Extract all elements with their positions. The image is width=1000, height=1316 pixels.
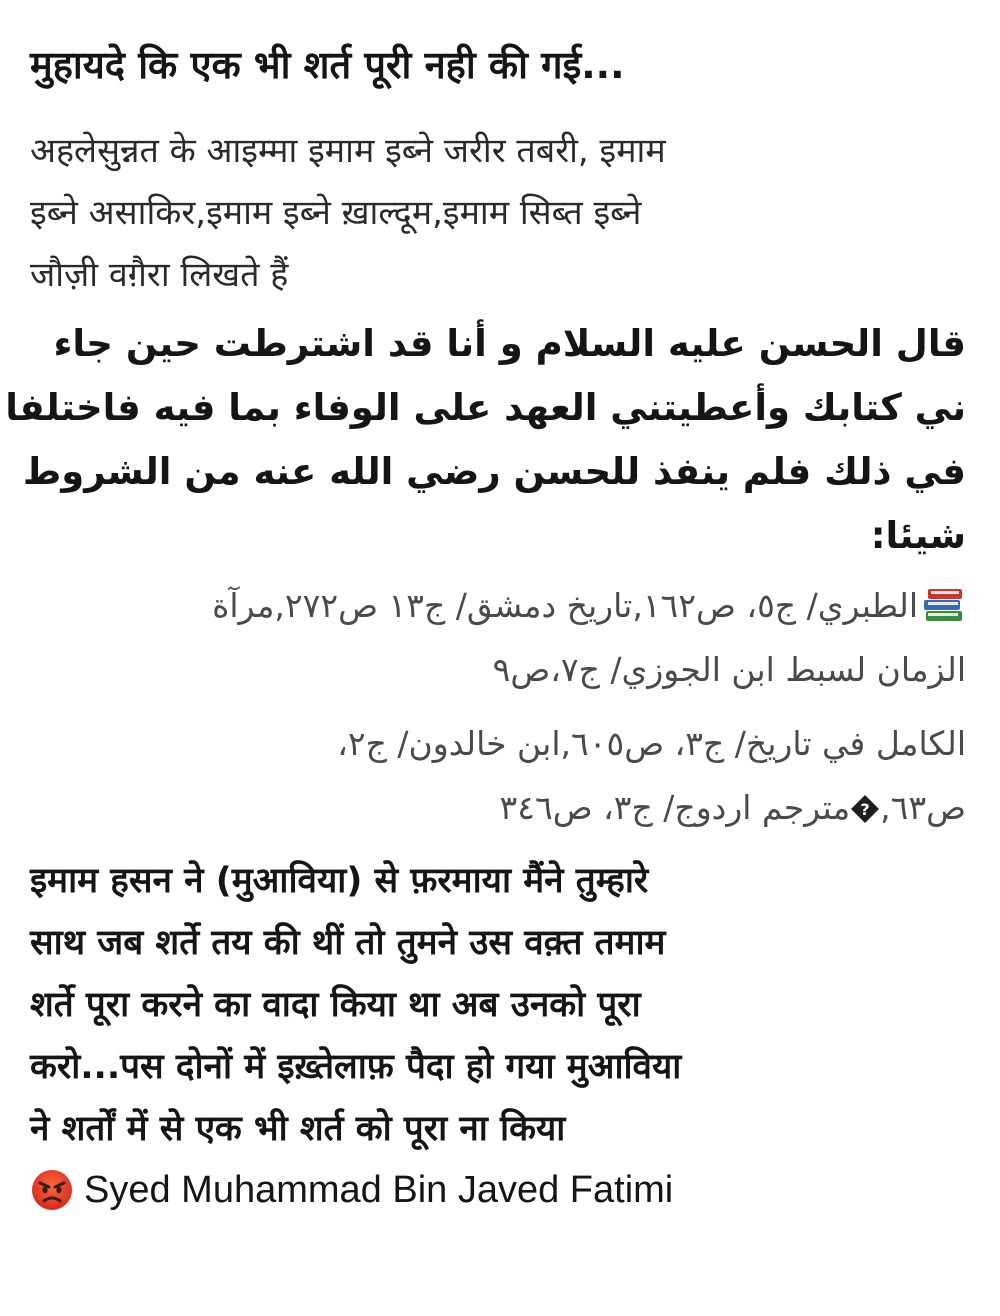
reference-line (30, 574, 966, 638)
arabic-quote-line: قال الحسن عليه السلام و أنا قد اشترطت حين جاء (53, 322, 966, 365)
reference-text: ص٦٣, (880, 788, 966, 827)
post-title: मुहायदे कि एक भी शर्त पूरी नही की गई... (30, 43, 625, 87)
reference-line: الكامل في تاريخ/ ج٣، ص٦٠٥,ابن خالدون/ ج٢، (337, 724, 966, 763)
references (30, 574, 966, 840)
intro-line: इब्ने असाकिर,इमाम इब्ने ख़ाल्दूम,इमाम सिब्त इब्ने (30, 193, 642, 233)
reference-line: الزمان لسبط ابن الجوزي/ ج٧،ص٩ (492, 650, 966, 689)
body-line: इमाम हसन ने (मुआविया) से फ़रमाया मैंने तुम्हारे (30, 861, 649, 901)
body-line: करो...पस दोनों में इख़्तेलाफ़ पैदा हो गया मुआविया (30, 1047, 682, 1087)
question-mark-icon (850, 781, 880, 819)
arabic-quote-line: في ذلك فلم ينفذ للحسن رضي الله عنه من الشروط (22, 450, 966, 493)
intro-line: अहलेसुन्नत के आइम्मा इमाम इब्ने जरीर तबरी, इमाम (30, 131, 666, 171)
reference-group (30, 574, 966, 702)
reference-line (30, 776, 966, 840)
angry-face-icon (30, 1168, 74, 1212)
body-line: शर्ते पूरा करने का वादा किया था अब उनको पूरा (30, 985, 641, 1025)
books-icon (922, 580, 966, 616)
body-line: साथ जब शर्ते तय की थीं तो तुमने उस वक़्त तमाम (30, 923, 666, 963)
reference-group (30, 712, 966, 840)
reference-text: مترجم اردوج/ ج٣، ص٣٤٦ (499, 788, 851, 827)
author-name: Syed Muhammad Bin Javed Fatimi (84, 1169, 674, 1211)
body-line: ने शर्तों में से एक भी शर्त को पूरा ना किया (30, 1109, 566, 1149)
svg-text:?: ? (860, 800, 870, 819)
intro-paragraph (30, 120, 966, 306)
arabic-quote-line: ني كتابك وأعطيتني العهد على الوفاء بما فيه فاختلفا (5, 386, 966, 429)
reference-text: الطبري/ ج٥، ص١٦٢,تاريخ دمشق/ ج١٣ ص٢٧٢,مرآة (212, 586, 918, 625)
intro-line: जौज़ी वग़ैरा लिखते हैं (30, 255, 289, 295)
arabic-quote-line: شيئا: (870, 514, 966, 557)
body-paragraph (30, 850, 966, 1160)
author-signature (30, 1162, 966, 1218)
arabic-quote (5, 312, 966, 568)
